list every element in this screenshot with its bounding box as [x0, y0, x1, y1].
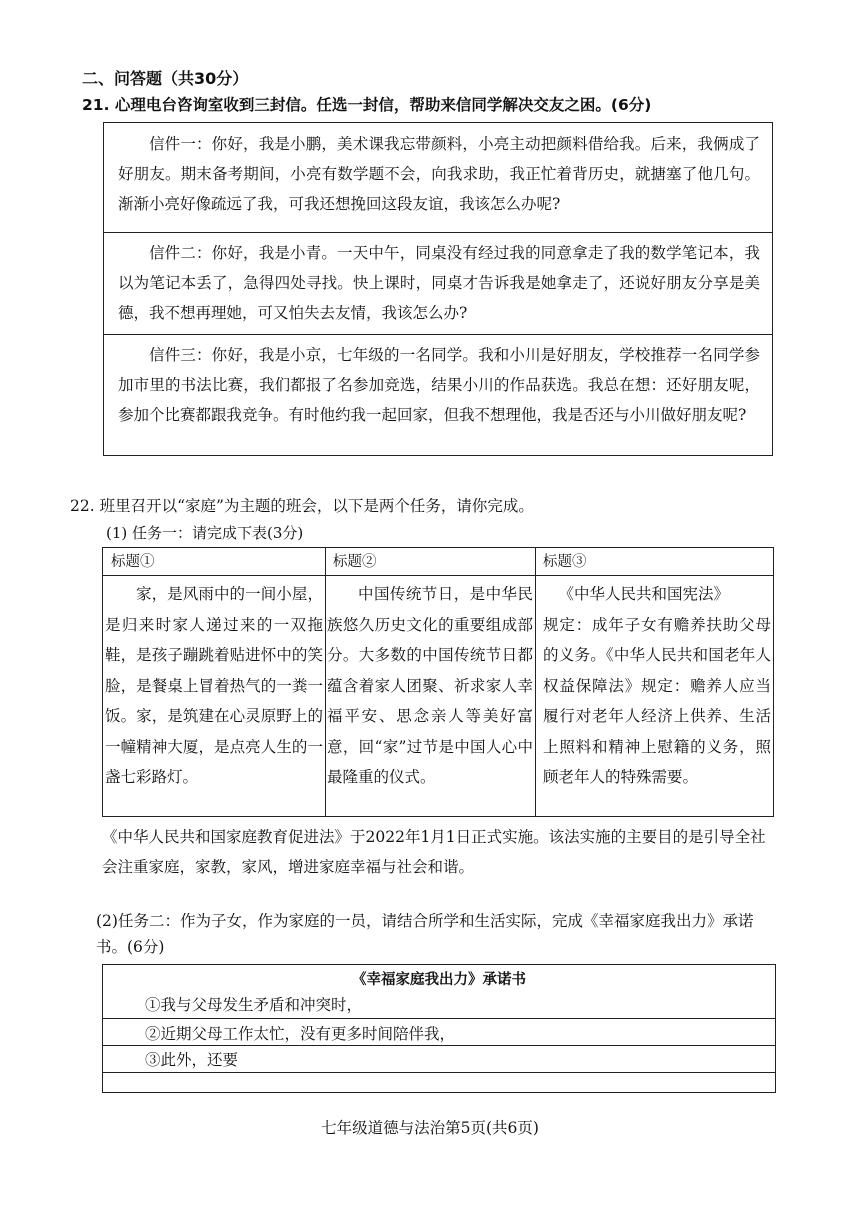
table-header-3: 标题③ — [535, 548, 773, 576]
pledge-row-1[interactable]: ①我与父母发生矛盾和冲突时， — [103, 991, 775, 1019]
task-1-label: (1) 任务一：请完成下表(3分) — [106, 524, 304, 542]
section-title: 二、问答题（共30分） — [82, 69, 249, 88]
letter-2: 信件二：你好，我是小青。一天中午，同桌没有经过我的同意拿走了我的数学笔记本，我以为笔记本丢了，急得四处寻找。快上课时，同桌才告诉我是她拿走了，还说好朋友分享是美德，我不想再理她，可又怕失去友情，我该怎么办? — [104, 232, 772, 328]
table-header-1: 标题① — [103, 548, 325, 576]
pledge-title: 《幸福家庭我出力》承诺书 — [352, 972, 526, 988]
law-note: 《中华人民共和国家庭教育促进法》于2022年1月1日正式实施。该法实施的主要目的是引导全社会注重家庭，家教，家风，增进家庭幸福与社会和谐。 — [102, 828, 766, 876]
pledge-row-2[interactable]: ②近期父母工作太忙，没有更多时间陪伴我， — [103, 1019, 775, 1046]
letter-3: 信件三：你好，我是小京，七年级的一名同学。我和小川是好朋友，学校推荐一名同学参加市里的书法比赛，我们都报了名参加竞选，结果小川的作品获选。我总在想：还好朋友呢，参加个比赛都跟我竞争。有时他约我一起回家，但我不想理他，我是否还与小川做好朋友呢? — [104, 334, 772, 430]
question-21: 21. 心理电台咨询室收到三封信。任选一封信，帮助来信同学解决交友之困。(6分) — [82, 96, 652, 114]
letters-box — [103, 122, 773, 456]
table-cell-3-line-b: 规定：成年子女有赡养扶助父母的义务。《中华人民共和国老年人权益保障法》规定：赡 — [543, 615, 771, 695]
table-cell-3-line-c: 养人应当履行对老年人经济上供养、生活上照料和精神上慰籍的义务，照顾老年人的特殊需要。 — [543, 676, 771, 786]
pledge-blank-row[interactable] — [103, 1073, 775, 1093]
letter-1: 信件一：你好，我是小鹏，美术课我忘带颜料，小亮主动把颜料借给我。后来，我俩成了好朋友。期末备考期间，小亮有数学题不会，向我求助，我正忙着背历史，就搪塞了他几句。渐渐小亮好像疏远了我，可我还想挽回这段友谊，我该怎么办呢? — [118, 135, 760, 213]
table-cell-2: 中国传统节日，是中华民族悠久历史文化的重要组成部分。大多数的中国传统节日都蕴含着家人团聚、祈求家人幸福平安、思念亲人等美好富意，回“家”过节是中国人心中最隆重的仪式。 — [327, 585, 533, 786]
table-cell-3-line-a: 《中华人民共和国宪法》 — [558, 585, 730, 603]
question-22: 22. 班里召开以“家庭”为主题的班会，以下是两个任务，请你完成。 — [70, 497, 534, 515]
pledge-row-3[interactable]: ③此外，还要 — [103, 1046, 775, 1073]
table-header-2: 标题② — [325, 548, 535, 576]
pledge-form — [102, 964, 776, 1093]
table-cell-3 — [535, 576, 773, 816]
table-cell-1: 家，是风雨中的一间小屋，是归来时家人递过来的一双拖鞋，是孩子蹦跳着贴进怀中的笑脸，是餐桌上冒着热气的一粪一饭。家，是筑建在心灵原野上的一幢精神大厦，是点亮人生的一盏七彩路灯。 — [105, 585, 323, 786]
headline-table — [102, 547, 774, 817]
page-footer: 七年级道德与法治第5页(共6页) — [321, 1119, 539, 1137]
task-2-label: (2)任务二：作为子女，作为家庭的一员，请结合所学和生活实际，完成《幸福家庭我出力》承诺书。(6分) — [96, 912, 754, 956]
